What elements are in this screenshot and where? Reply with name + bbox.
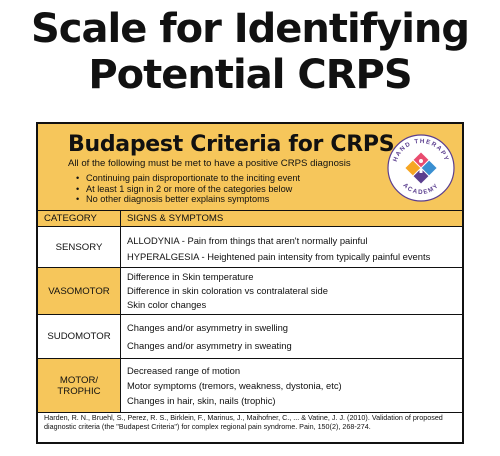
category-label-line: TROPHIC bbox=[57, 385, 101, 397]
bullet-item: • No other diagnosis better explains symptoms bbox=[76, 194, 300, 205]
category-cell: SUDOMOTOR bbox=[47, 331, 111, 342]
category-cell: SENSORY bbox=[55, 241, 103, 253]
table-row-vasomotor bbox=[38, 268, 462, 315]
criteria-bullets bbox=[76, 173, 300, 205]
symptom-item: HYPERALGESIA - Heightened pain intensity from typically painful events bbox=[127, 251, 431, 262]
table-row-sudomotor bbox=[38, 315, 462, 359]
card-header bbox=[38, 124, 462, 210]
symptom-item: Difference in skin coloration vs contralateral side bbox=[127, 285, 328, 296]
criteria-card bbox=[36, 122, 464, 444]
logo-bottom-text: ACADEMY bbox=[401, 181, 441, 196]
hand-therapy-academy-logo bbox=[386, 133, 456, 203]
symptom-item: ALLODYNIA - Pain from things that aren't normally painful bbox=[127, 235, 368, 246]
symptom-item: Decreased range of motion bbox=[127, 365, 241, 376]
bullet-item: • Continuing pain disproportionate to the inciting event bbox=[76, 173, 300, 184]
card-subtitle: All of the following must be met to have a positive CRPS diagnosis bbox=[68, 158, 351, 169]
symptom-item: Skin color changes bbox=[127, 299, 207, 310]
category-cell bbox=[38, 359, 120, 412]
category-label-line: MOTOR/ bbox=[59, 374, 99, 386]
card-title: Budapest Criteria for CRPS bbox=[68, 132, 395, 157]
category-cell: VASOMOTOR bbox=[38, 268, 120, 314]
column-header-symptoms: SIGNS & SYMPTOMS bbox=[127, 213, 224, 224]
logo-top-text: HAND THERAPY bbox=[391, 137, 451, 163]
reference-citation: Harden, R. N., Bruehl, S., Perez, R. S., Birklein, F., Marinus, J., Maihofner, C., ... & Vatine, J. J. (2010). Validation of proposed diagnostic criteria (the "Budapest Criteria") for complex regional pain syndrome. Pain, 150(2), 268-274. bbox=[44, 413, 443, 431]
column-divider bbox=[120, 210, 121, 413]
table-row-motor-trophic bbox=[38, 359, 462, 413]
symptom-item: Motor symptoms (tremors, weakness, dystonia, etc) bbox=[127, 380, 342, 391]
symptom-item: Difference in Skin temperature bbox=[127, 271, 254, 282]
headline-line-2: Potential CRPS bbox=[88, 52, 412, 98]
headline-line-1: Scale for Identifying bbox=[30, 6, 470, 52]
bullet-item: • At least 1 sign in 2 or more of the categories below bbox=[76, 184, 300, 195]
symptom-item: Changes in hair, skin, nails (trophic) bbox=[127, 395, 276, 406]
table-header bbox=[38, 210, 462, 227]
column-header-category: CATEGORY bbox=[44, 213, 97, 224]
symptom-item: Changes and/or asymmetry in sweating bbox=[127, 340, 292, 351]
table-row-sensory bbox=[38, 227, 462, 268]
symptom-item: Changes and/or asymmetry in swelling bbox=[127, 322, 289, 333]
